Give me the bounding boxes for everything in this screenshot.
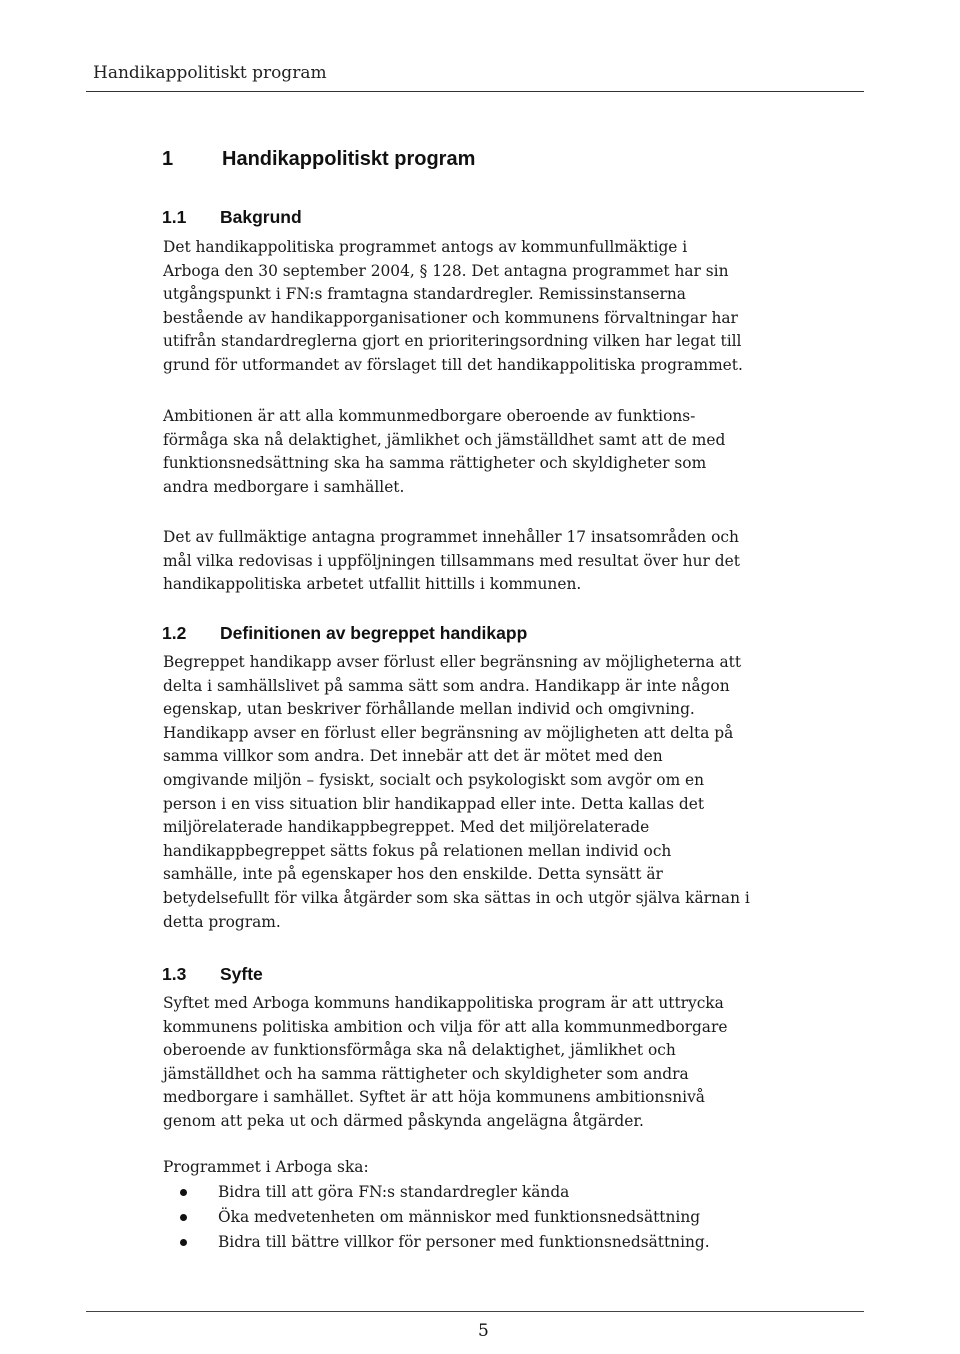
chapter-heading	[162, 147, 475, 171]
paragraph-bakgrund-2	[163, 405, 813, 499]
section-heading-bakgrund	[162, 206, 302, 228]
text-line: omgivande miljön – fysiskt, socialt och psykologiskt som avgör om en	[163, 770, 705, 789]
text-line: genom att peka ut och därmed påskynda angelägna åtgärder.	[163, 1111, 644, 1130]
text-line: Handikapp avser en förlust eller begränsning av möjligheten att delta på	[163, 723, 734, 742]
text-line: Arboga den 30 september 2004, § 128. Det antagna programmet har sin	[163, 261, 729, 280]
paragraph-syfte-1	[163, 992, 813, 1134]
paragraph-bakgrund-1	[163, 236, 813, 378]
text-line: miljörelaterade handikappbegreppet. Med det miljörelaterade	[163, 818, 650, 837]
text-line: Det handikappolitiska programmet antogs av kommunfullmäktige i	[163, 238, 688, 256]
text-line: Ambitionen är att alla kommunmedborgare oberoende av funktions-	[163, 407, 696, 425]
text-line: mål vilka redovisas i uppföljningen tillsammans med resultat över hur det	[163, 551, 740, 570]
paragraph-definition-1	[163, 651, 813, 934]
text-line: grund för utformandet av förslaget till det handikappolitiska programmet.	[163, 355, 743, 374]
text-line: förmåga ska nå delaktighet, jämlikhet och jämställdhet samt att de med	[163, 430, 726, 449]
section-title: Bakgrund	[220, 207, 302, 227]
bullet-icon	[180, 1214, 187, 1221]
bullet-icon	[180, 1189, 187, 1196]
list-item-text: Öka medvetenheten om människor med funktionsnedsättning	[218, 1208, 701, 1226]
text-line: andra medborgare i samhället.	[163, 477, 405, 496]
chapter-title: Handikappolitiskt program	[222, 148, 476, 170]
text-line: samma villkor som andra. Det innebär att det är mötet med den	[163, 747, 663, 766]
running-header: Handikappolitiskt program	[93, 63, 327, 83]
section-heading-definition	[162, 622, 527, 644]
section-title: Syfte	[220, 964, 263, 984]
text-line: samhälle, inte på egenskaper hos den enskilde. Detta synsätt är	[163, 865, 663, 884]
list-item	[163, 1230, 710, 1255]
text-line: person i en viss situation blir handikappad eller inte. Detta kallas det	[163, 794, 705, 813]
text-line: oberoende av funktionsförmåga ska nå delaktighet, jämlikhet och	[163, 1041, 676, 1060]
text-line: utgångspunkt i FN:s framtagna standardregler. Remissinstanserna	[163, 285, 686, 304]
bullet-list	[163, 1180, 710, 1255]
chapter-number: 1	[162, 148, 174, 170]
text-line: handikappbegreppet sätts fokus på relationen mellan individ och	[163, 841, 672, 860]
section-heading-syfte	[162, 963, 263, 985]
text-line: medborgare i samhället. Syftet är att höja kommunens ambitionsnivå	[163, 1088, 705, 1107]
text-line: Begreppet handikapp avser förlust eller begränsning av möjligheterna att	[163, 653, 741, 671]
text-line: delta i samhällslivet på samma sätt som andra. Handikapp är inte någon	[163, 676, 730, 695]
text-line: bestående av handikapporganisationer och kommunens förvaltningar har	[163, 308, 738, 327]
text-line: egenskap, utan beskriver förhållande mellan individ och omgivning.	[163, 700, 695, 719]
section-number: 1.2	[162, 623, 187, 643]
text-line: Programmet i Arboga ska:	[163, 1158, 369, 1176]
page-number: 5	[478, 1321, 489, 1341]
text-line: handikappolitiska arbetet utfallit hittills i kommunen.	[163, 575, 582, 594]
list-item-text: Bidra till att göra FN:s standardregler kända	[218, 1183, 570, 1201]
footer-rule	[86, 1311, 864, 1312]
text-line: funktionsnedsättning ska ha samma rättigheter och skyldigheter som	[163, 454, 707, 473]
text-line: Det av fullmäktige antagna programmet innehåller 17 insatsområden och	[163, 528, 739, 546]
text-line: Syftet med Arboga kommuns handikappolitiska program är att uttrycka	[163, 994, 724, 1012]
text-line: kommunens politiska ambition och vilja för att alla kommunmedborgare	[163, 1017, 728, 1036]
section-number: 1.3	[162, 964, 187, 984]
header-rule	[86, 91, 864, 92]
text-line: jämställdhet och ha samma rättigheter och skyldigheter som andra	[163, 1064, 689, 1083]
list-item	[163, 1180, 710, 1205]
text-line: utifrån standardreglerna gjort en prioriteringsordning vilken har legat till	[163, 332, 742, 351]
bullet-icon	[180, 1239, 187, 1246]
paragraph-bakgrund-3	[163, 526, 813, 597]
paragraph-syfte-2	[163, 1156, 813, 1180]
list-item-text: Bidra till bättre villkor för personer med funktionsnedsättning.	[218, 1233, 710, 1251]
text-line: detta program.	[163, 912, 281, 931]
section-title: Definitionen av begreppet handikapp	[220, 623, 528, 643]
list-item	[163, 1205, 710, 1230]
text-line: betydelsefullt för vilka åtgärder som ska sättas in och utgör själva kärnan i	[163, 888, 750, 907]
section-number: 1.1	[162, 207, 187, 227]
